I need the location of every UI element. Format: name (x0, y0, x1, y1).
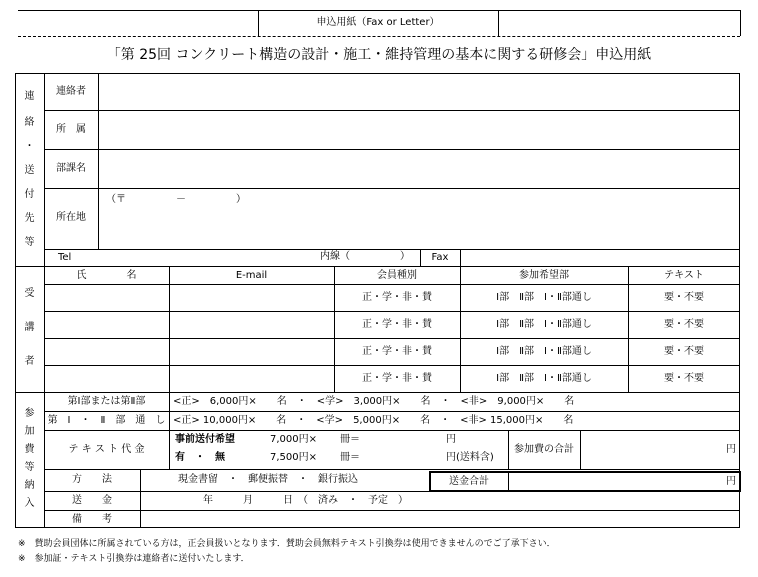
paid-unit: 円(送料含) (446, 452, 494, 463)
affiliation-label: 所 属 (56, 124, 86, 135)
text-options[interactable]: 要・不要 (664, 292, 704, 303)
membership-options[interactable]: 正・学・非・賛 (362, 346, 432, 357)
contact-side-char: 先 (24, 213, 35, 224)
attendee-email-field[interactable] (170, 312, 334, 338)
table-row (44, 366, 740, 392)
attendees-side-char: 受 (24, 288, 35, 299)
membership-options[interactable]: 正・学・非・賛 (362, 292, 432, 303)
fee-total-label: 参加費の合計 (514, 444, 574, 455)
division-options[interactable]: Ⅰ部 Ⅱ部 Ⅰ・Ⅱ部通し (496, 373, 592, 384)
division-options[interactable]: Ⅰ部 Ⅱ部 Ⅰ・Ⅱ部通し (496, 319, 592, 330)
both-parts-detail: <正> 10,000円× 名 ・ <学> 5,000円× 名 ・ <非> 15,000円× 名 (173, 415, 574, 426)
membership-options[interactable]: 正・学・非・賛 (362, 373, 432, 384)
both-parts-label: 第 Ⅰ ・ Ⅱ 部 通 し (47, 415, 166, 426)
attendees-side-char: 者 (24, 356, 35, 367)
remit-label: 送 金 (72, 495, 112, 506)
fees-side-char: 納 (24, 480, 35, 491)
format-label: 申込用紙（Fax or Letter） (316, 17, 440, 28)
table-row (44, 339, 740, 365)
division-options[interactable]: Ⅰ部 Ⅱ部 Ⅰ・Ⅱ部通し (496, 292, 592, 303)
tel-label: Tel (58, 252, 72, 263)
single-part-label: 第Ⅰ部または第Ⅱ部 (67, 396, 146, 407)
contact-side-char: 送 (24, 165, 35, 176)
page-title: 「第 25回 コンクリート構造の設計・施工・維持管理の基本に関する研修会」申込用紙 (106, 47, 652, 63)
grand-total-unit: 円 (726, 476, 736, 487)
attendee-email-field[interactable] (170, 339, 334, 365)
attendee-name-field[interactable] (45, 366, 169, 392)
contact-side-char: ・ (24, 141, 35, 152)
method-label: 方 法 (72, 474, 112, 485)
fees-side-char: 等 (24, 462, 35, 473)
extension-label: 内線（ ） (320, 251, 410, 262)
single-part-detail: <正> 6,000円× 名 ・ <学> 3,000円× 名 ・ <非> 9,000円× 名 (173, 396, 575, 407)
fees-side-char: 費 (24, 444, 35, 455)
paid-price: 7,500円× (270, 452, 318, 463)
presend-label: 事前送付希望 (175, 434, 235, 445)
paid-label[interactable]: 有 ・ 無 (175, 452, 225, 463)
text-options[interactable]: 要・不要 (664, 346, 704, 357)
division-column-header: 参加希望部 (519, 270, 569, 281)
division-options[interactable]: Ⅰ部 Ⅱ部 Ⅰ・Ⅱ部通し (496, 346, 592, 357)
contact-section-label (15, 73, 44, 266)
fee-total-field[interactable] (581, 431, 739, 469)
attendees-side-char: 講 (24, 322, 35, 333)
email-column-header: E-mail (235, 270, 268, 281)
tel-field[interactable] (99, 250, 319, 266)
presend-qty: 冊＝ (340, 434, 360, 445)
presend-price: 7,000円× (270, 434, 318, 445)
fees-side-char: 加 (24, 426, 35, 437)
contact-person-field[interactable] (99, 74, 739, 110)
fees-side-char: 入 (24, 498, 35, 509)
remarks-field[interactable] (141, 511, 739, 527)
contact-side-char: 付 (24, 189, 35, 200)
note-member: ※ 賛助会員団体に所属されている方は，正会員扱いとなります．賛助会員無料テキスト引換券は使用できませんのでご了承下さい． (18, 539, 556, 549)
fee-total-unit: 円 (726, 444, 736, 455)
paid-qty: 冊＝ (340, 452, 360, 463)
text-options[interactable]: 要・不要 (664, 319, 704, 330)
attendees-section-label (15, 266, 44, 392)
grand-total-field[interactable] (509, 473, 719, 490)
presend-unit: 円 (446, 434, 456, 445)
contact-side-char: 絡 (24, 117, 35, 128)
address-label: 所在地 (56, 212, 86, 223)
membership-options[interactable]: 正・学・非・賛 (362, 319, 432, 330)
attendee-name-field[interactable] (45, 312, 169, 338)
text-fee-label: テ キ ス ト 代 金 (68, 444, 145, 455)
text-column-header: テキスト (664, 270, 704, 281)
fax-label: Fax (431, 252, 449, 263)
table-row (44, 312, 740, 338)
department-label: 部課名 (56, 163, 86, 174)
attendee-name-field[interactable] (45, 285, 169, 311)
department-field[interactable] (99, 150, 739, 188)
note-delivery: ※ 参加証・テキスト引換券は連絡者に送付いたします． (18, 554, 250, 564)
attendee-email-field[interactable] (170, 285, 334, 311)
remarks-label: 備 考 (72, 514, 112, 525)
affiliation-field[interactable] (99, 111, 739, 149)
contact-side-char: 連 (24, 91, 35, 102)
membership-column-header: 会員種別 (377, 270, 417, 281)
grand-total-label: 送金合計 (449, 476, 489, 487)
contact-person-label: 連絡者 (56, 86, 86, 97)
attendee-email-field[interactable] (170, 366, 334, 392)
fax-field[interactable] (461, 250, 739, 266)
attendee-name-field[interactable] (45, 339, 169, 365)
remit-date[interactable]: 年 月 日 （ 済み ・ 予定 ） (203, 495, 408, 506)
text-options[interactable]: 要・不要 (664, 373, 704, 384)
fees-side-char: 参 (24, 408, 35, 419)
postal-code-template: （〒 － ） (106, 194, 246, 205)
address-field[interactable] (99, 189, 739, 249)
name-column-header: 氏 名 (76, 270, 137, 281)
method-options[interactable]: 現金書留 ・ 郵便振替 ・ 銀行振込 (178, 474, 358, 485)
fees-section-label (15, 392, 44, 528)
contact-side-char: 等 (24, 237, 35, 248)
table-row (44, 285, 740, 311)
